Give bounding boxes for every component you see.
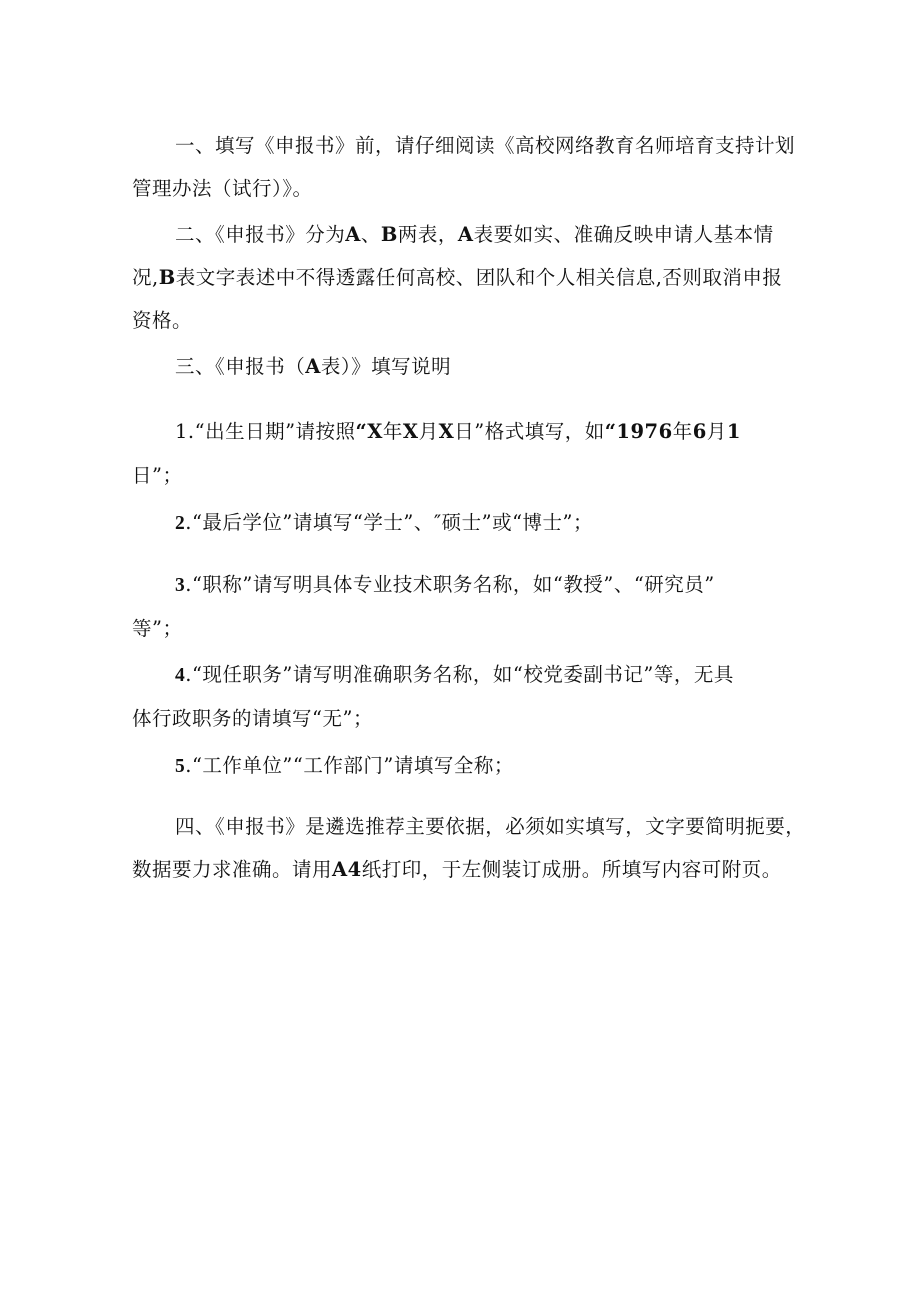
text-fragment: A4 <box>332 858 362 881</box>
text-fragment: .“工作单位”“工作部门”请填写全称； <box>185 754 514 777</box>
text-fragment: 月 <box>418 420 439 443</box>
item-number: 2 <box>175 513 186 534</box>
section4-line2 <box>132 858 782 882</box>
text-fragment: 6 <box>692 420 707 443</box>
text-fragment: .“最后学位”请填写“学士”、″硕士”或“博士”； <box>185 511 594 534</box>
text-fragment: “X <box>355 420 383 443</box>
text-fragment: “1976 <box>604 420 673 443</box>
section3-heading <box>175 355 451 379</box>
item3-line2: 等”； <box>132 617 183 640</box>
section2-line3: 资格。 <box>132 309 193 332</box>
text-fragment: .“职称”请写明具体专业技术职务名称，如“教授”、“研究员” <box>185 573 715 596</box>
text-fragment: 表文字表述中不得透露任何高校、团队和个人相关信息,否则取消申报 <box>175 266 783 289</box>
text-fragment: B <box>380 223 398 246</box>
text-fragment: A <box>345 223 361 246</box>
text-fragment: A <box>305 355 321 378</box>
item1-line1 <box>175 420 741 444</box>
text-fragment: A <box>457 223 474 246</box>
item-number: 5 <box>175 756 186 777</box>
text-fragment: B <box>158 266 176 289</box>
section1-line2: 管理办法（试行）》。 <box>132 177 313 200</box>
text-fragment: 年 <box>382 420 403 443</box>
text-fragment: 、 <box>360 223 381 246</box>
text-fragment: 表要如实、准确反映申请人基本情 <box>473 223 774 246</box>
item-number: 3 <box>175 575 186 596</box>
item1-line2: 日”； <box>132 464 183 487</box>
section2-line1 <box>175 223 774 247</box>
item5-line1 <box>175 754 514 779</box>
text-fragment: X <box>438 420 455 443</box>
text-fragment: 月 <box>706 420 727 443</box>
item4-line2: 体行政职务的请填写“无”； <box>132 707 373 730</box>
text-fragment: 况, <box>132 266 159 289</box>
item3-line1 <box>175 573 715 598</box>
section4-line1: 四、《申报书》是遴选推荐主要依据，必须如实填写，文字要简明扼要， <box>175 815 806 838</box>
item-number: 4 <box>175 665 186 686</box>
section1-line1: 一、填写《申报书》前，请仔细阅读《高校网络教育名师培育支持计划 <box>175 134 796 157</box>
item2-line1 <box>175 511 593 536</box>
text-fragment: 二、《申报书》分为 <box>175 223 346 246</box>
text-fragment: 年 <box>672 420 693 443</box>
text-fragment: 1 <box>726 420 741 443</box>
text-fragment: 两表， <box>397 223 458 246</box>
text-fragment: .“现任职务”请写明准确职务名称，如“校党委副书记”等，无具 <box>185 663 734 686</box>
text-fragment: 日”格式填写，如 <box>454 420 605 443</box>
text-fragment: 三、《申报书（ <box>175 355 306 378</box>
text-fragment: X <box>402 420 419 443</box>
item4-line1 <box>175 663 734 688</box>
section2-line2 <box>132 266 782 290</box>
text-fragment: 数据要力求准确。请用 <box>132 858 333 881</box>
text-fragment: 表）》填写说明 <box>320 355 452 378</box>
text-fragment: 纸打印，于左侧装订成册。所填写内容可附页。 <box>361 858 782 881</box>
text-fragment: 1.“出生日期”请按照 <box>175 420 356 443</box>
